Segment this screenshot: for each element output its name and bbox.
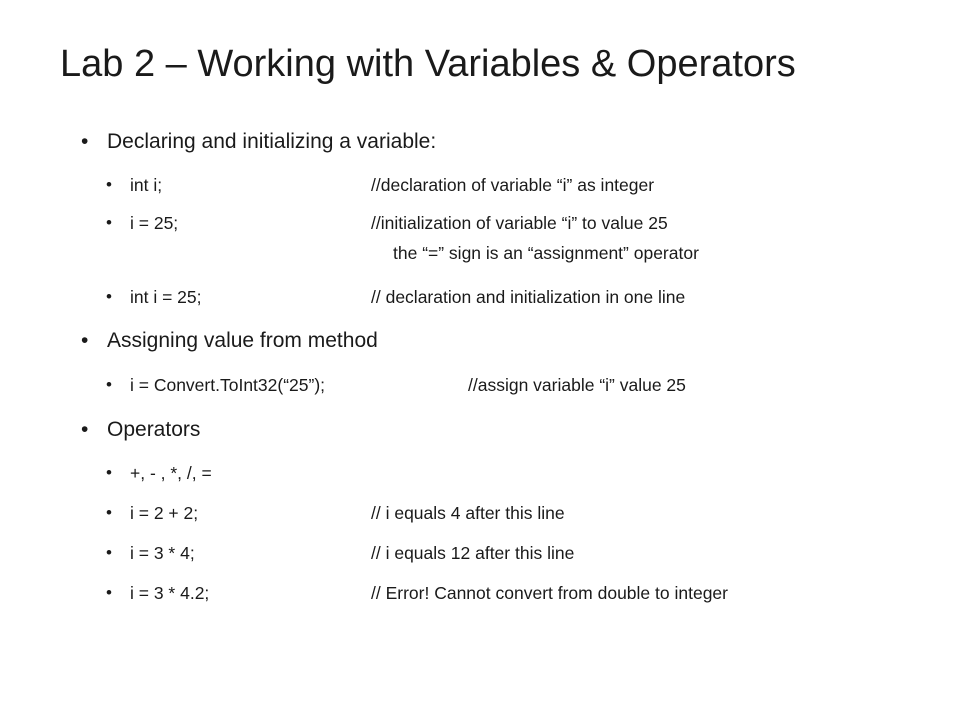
code-text: +, - , *, /, =	[130, 463, 212, 483]
code-comment: //initialization of variable “i” to value 25	[371, 213, 668, 233]
section-heading: Operators	[107, 418, 201, 441]
bullet-icon: •	[106, 543, 112, 562]
code-comment: //assign variable “i” value 25	[468, 375, 686, 395]
bullet-icon: •	[81, 130, 89, 153]
code-text: i = 25;	[130, 213, 179, 233]
code-comment: // declaration and initialization in one line	[371, 287, 686, 307]
comment-continuation: the “=” sign is an “assignment” operator	[393, 243, 699, 263]
bullet-icon: •	[106, 175, 112, 194]
code-comment: // i equals 4 after this line	[371, 503, 565, 523]
code-text: int i;	[130, 175, 163, 195]
code-text: i = 3 * 4.2;	[130, 583, 210, 603]
bullet-operators	[81, 416, 201, 444]
bullet-icon: •	[81, 418, 89, 441]
bullet-icon: •	[106, 463, 112, 482]
section-heading: Assigning value from method	[107, 329, 378, 352]
bullet-icon: •	[106, 375, 112, 394]
slide-title: Lab 2 – Working with Variables & Operators	[60, 43, 796, 85]
code-comment: //declaration of variable “i” as integer	[371, 175, 655, 195]
code-text: int i = 25;	[130, 287, 202, 307]
bullet-assigning	[81, 327, 378, 355]
bullet-icon: •	[106, 287, 112, 306]
bullet-icon: •	[106, 583, 112, 602]
bullet-icon: •	[106, 213, 112, 232]
bullet-declaring	[81, 128, 437, 156]
section-heading: Declaring and initializing a variable:	[107, 130, 437, 153]
code-text: i = Convert.ToInt32(“25”);	[130, 375, 326, 395]
bullet-icon: •	[81, 329, 89, 352]
code-comment: // Error! Cannot convert from double to integer	[371, 583, 728, 603]
code-text: i = 2 + 2;	[130, 503, 199, 523]
code-comment: // i equals 12 after this line	[371, 543, 575, 563]
code-text: i = 3 * 4;	[130, 543, 195, 563]
bullet-icon: •	[106, 503, 112, 522]
